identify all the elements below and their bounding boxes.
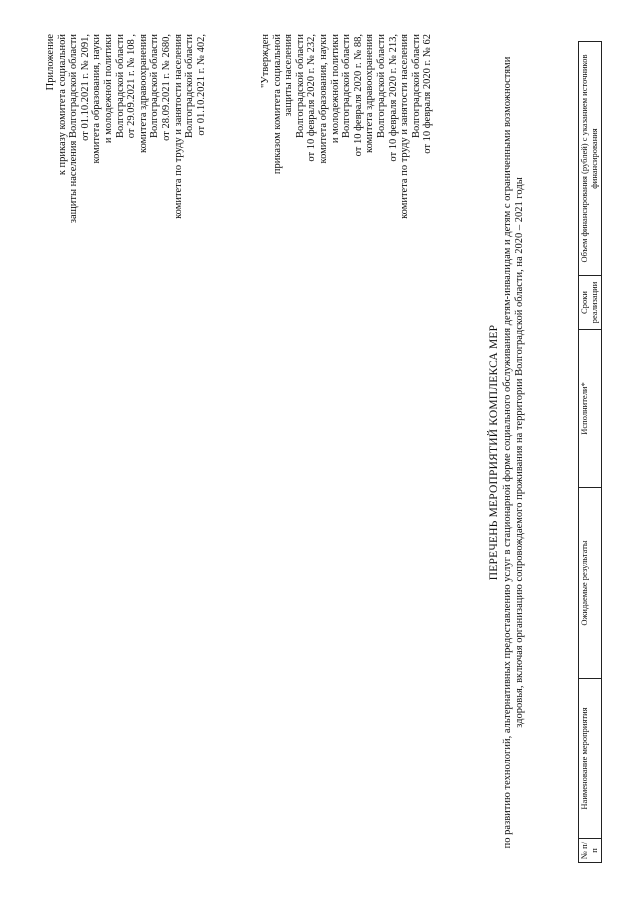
- appendix-block: [45, 34, 207, 223]
- column-header-executors: Исполнители*: [579, 330, 602, 488]
- column-header-funding: Объем финансирования (рублей) с указанием источников финансирования: [579, 42, 602, 276]
- document-title: ПЕРЕЧЕНЬ МЕРОПРИЯТИЙ КОМПЛЕКСА МЕР: [488, 324, 500, 581]
- approved-line: Волгоградской области: [294, 34, 306, 139]
- column-header-num: № п/п: [579, 839, 602, 863]
- approved-line: комитета здравоохранения: [364, 34, 376, 153]
- approved-line: Волгоградской области: [375, 34, 387, 139]
- approved-line: от 10 февраля 2020 г. № 232,: [306, 34, 318, 162]
- approved-line: от 10 февраля 2020 г. № 62: [422, 34, 434, 154]
- appendix-line: комитета здравоохранения: [137, 34, 149, 153]
- column-header-terms: Сроки реализации: [579, 276, 602, 330]
- appendix-line: защиты населения Волгоградской области: [68, 34, 80, 224]
- approved-line: приказом комитета социальной: [271, 34, 283, 175]
- column-header-name: Наименование мероприятия: [579, 679, 602, 839]
- appendix-line: от 28.09.2021 г. № 2680,: [160, 34, 172, 141]
- table-header-row: [579, 42, 602, 863]
- document-subtitle: по развитию технологий, альтернативных предоставлению услуг в стационарной форме социального обслуживания детям-инвалидам и детям с ограниченными возможностями здоровья, включая организацию сопровождаемого проживания на территории Волгоградской области, на 2020 – 2021 годы: [502, 56, 526, 849]
- appendix-line: и молодежной политики: [102, 34, 114, 144]
- approved-line: комитета по труду и занятости населения: [399, 34, 411, 219]
- approved-line: комитета образования, науки: [317, 34, 329, 164]
- measures-table: [578, 41, 602, 863]
- approved-line: от 10 февраля 2020 г. № 88,: [352, 34, 364, 157]
- appendix-line: Волгоградской области: [114, 34, 126, 139]
- appendix-line: Приложение: [45, 34, 56, 91]
- column-header-results: Ожидаемые результаты: [579, 488, 602, 679]
- approved-line: Волгоградской области: [410, 34, 422, 139]
- appendix-line: к приказу комитета социальной: [56, 34, 68, 176]
- appendix-line: Волгоградской области: [149, 34, 161, 139]
- document-header: [488, 50, 527, 855]
- approved-line: Волгоградской области: [341, 34, 353, 139]
- appendix-line: Волгоградской области: [184, 34, 196, 139]
- appendix-line: от 01.10.2021 г. № 402,: [195, 34, 207, 136]
- approved-line: и молодежной политики: [329, 34, 341, 144]
- appendix-line: от 29.09.2021 г. № 108 ,: [126, 34, 138, 139]
- appendix-line: от 01.10.2021 г. № 2091,: [79, 34, 91, 141]
- appendix-line: комитета по труду и занятости населения: [172, 34, 184, 219]
- approved-line: от 10 февраля 2020 г. № 213,: [387, 34, 399, 162]
- appendix-line: комитета образования, науки: [91, 34, 103, 164]
- approved-line: "Утвержден: [260, 34, 271, 88]
- approved-line: защиты населения: [283, 34, 295, 117]
- approved-block: [260, 34, 434, 219]
